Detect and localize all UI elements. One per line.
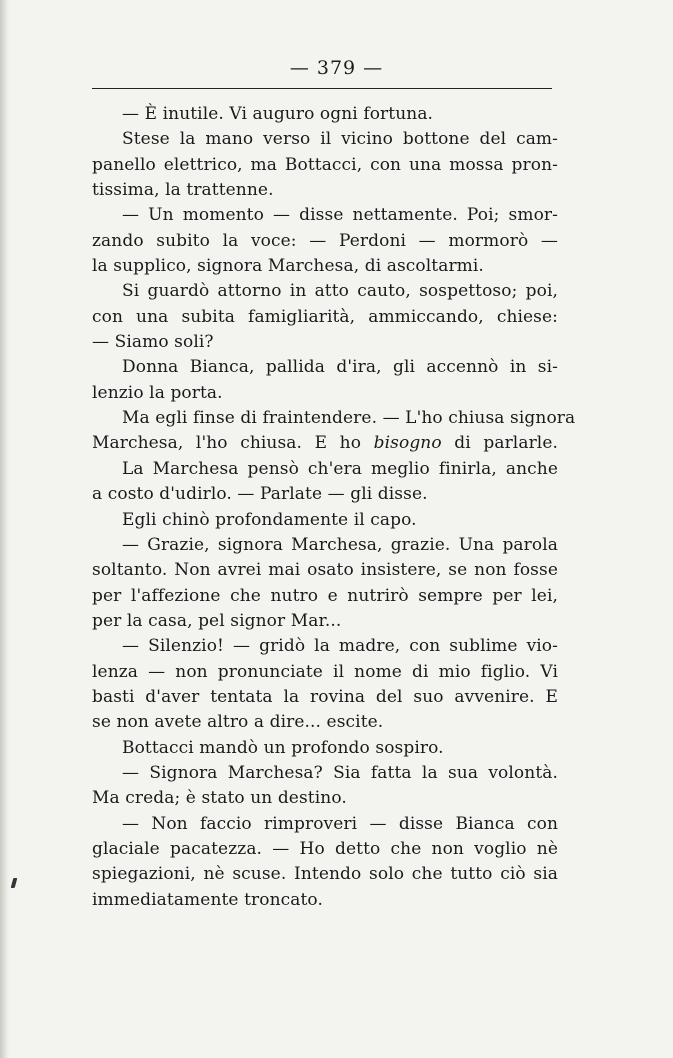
text-line: glaciale pacatezza. — Ho detto che non voglio nè [92,838,558,859]
text-line: — Un momento — disse nettamente. Poi; smor- [122,205,558,226]
text-line: Bottacci mandò un profondo sospiro. [122,737,444,758]
text-line: lenza — non pronunciate il nome di mio figlio. Vi [92,661,558,682]
text-line: se non avete altro a dire... escite. [92,712,384,733]
text-line: — Siamo soli? [92,332,214,353]
text-line: — Non faccio rimproveri — disse Bianca con [122,813,558,834]
text-line: Donna Bianca, pallida d'ira, gli accennò in si- [122,357,558,378]
text-line: panello elettrico, ma Bottacci, con una mossa pron- [92,154,558,175]
header-rule [92,88,552,89]
text-line: Egli chinò profondamente il capo. [122,509,417,530]
text-line: Si guardò attorno in atto cauto, sospettoso; poi, [122,281,558,302]
text-line: per l'affezione che nutro e nutrirò sempre per lei, [92,585,558,606]
text-line: — Grazie, signora Marchesa, grazie. Una parola [122,534,558,555]
text-line: a costo d'udirlo. — Parlate — gli disse. [92,484,428,505]
text-line: spiegazioni, nè scuse. Intendo solo che tutto ciò sia [92,864,558,885]
text-line: — È inutile. Vi auguro ogni fortuna. [122,104,434,124]
text-line: per la casa, pel signor Mar... [92,610,342,631]
text-line: Ma egli finse di fraintendere. — L'ho chiusa signora [122,408,576,429]
page-number: — 379 — [289,57,384,79]
text-line: — Signora Marchesa? Sia fatta la sua volontà. [122,762,558,783]
text-line: La Marchesa pensò ch'era meglio finirla, anche [122,458,558,479]
text-line: la supplico, signora Marchesa, di ascoltarmi. [92,256,484,277]
text-line: Ma creda; è stato un destino. [92,788,347,809]
text-line: Stese la mano verso il vicino bottone del cam- [122,129,558,150]
text-line: Marchesa, l'ho chiusa. E ho bisogno di parlarle. [92,433,558,454]
text-line: soltanto. Non avrei mai osato insistere, se non fosse [92,560,558,581]
text-line: con una subita famigliarità, ammiccando, chiese: [92,306,558,327]
text-line: — Silenzio! — gridò la madre, con sublime vio- [122,636,558,657]
text-line: zando subito la voce: — Perdoni — mormorò — [92,230,558,251]
text-line: tissima, la trattenne. [92,180,274,201]
margin-mark [11,878,18,888]
text-line: lenzio la porta. [92,382,223,403]
text-line: immediatamente troncato. [92,889,323,910]
scan-edge-shadow [0,0,10,1058]
text-line: basti d'aver tentata la rovina del suo avvenire. E [92,686,558,707]
body-text [92,102,576,913]
